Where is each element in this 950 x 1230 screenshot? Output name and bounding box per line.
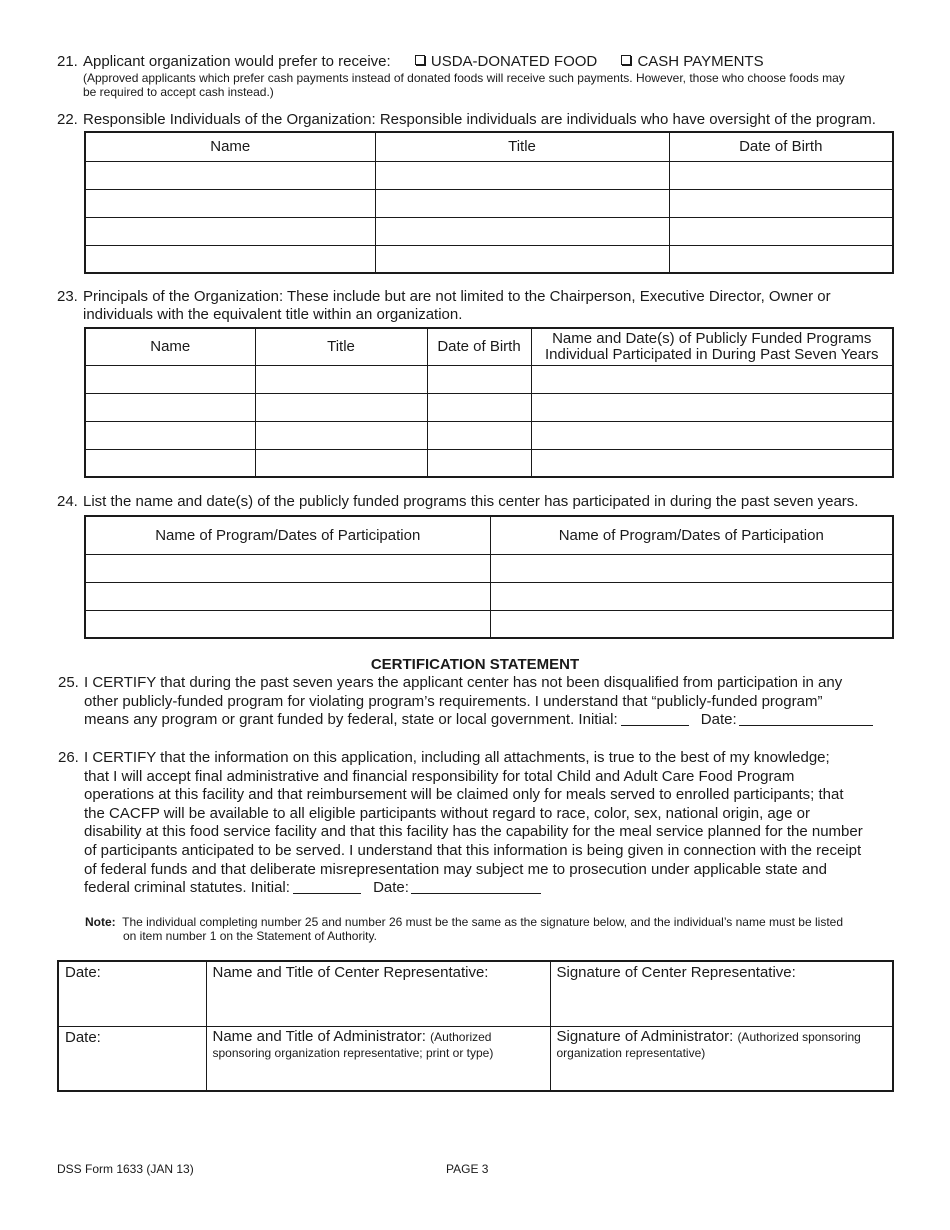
table-row	[85, 554, 893, 582]
title-cell[interactable]	[255, 393, 427, 421]
item-26-line8: federal criminal statutes. Initial:	[84, 879, 290, 897]
admin-name-sub1: (Authorized	[430, 1029, 492, 1044]
dob-cell[interactable]	[427, 365, 531, 393]
item-23-text-line2: individuals with the equivalent title within an organization.	[83, 306, 463, 323]
name-cell[interactable]	[85, 217, 375, 245]
programs-cell[interactable]	[531, 393, 893, 421]
date-label: Date:	[65, 964, 101, 981]
title-cell[interactable]	[375, 217, 669, 245]
col-header-dob: Date of Birth	[427, 328, 531, 365]
col-header-title: Title	[375, 132, 669, 161]
dob-cell[interactable]	[669, 161, 893, 189]
item-number: 24.	[57, 493, 78, 510]
cash-payments-label: CASH PAYMENTS	[637, 53, 764, 70]
name-cell[interactable]	[85, 189, 375, 217]
item-25-date-field[interactable]	[739, 712, 873, 726]
date-label: Date:	[65, 1028, 101, 1046]
table-row	[85, 449, 893, 477]
principals-table	[84, 327, 894, 478]
admin-signature-label: Signature of Administrator:	[556, 1027, 734, 1045]
responsible-individuals-table	[84, 131, 894, 274]
item-25-initial-field[interactable]	[621, 712, 689, 726]
programs-header-line2: Individual Participated in During Past Seven Years	[544, 345, 879, 363]
admin-sig-sub1: (Authorized sponsoring	[737, 1029, 861, 1044]
item-number: 23.	[57, 288, 78, 305]
col-header-name: Name	[85, 132, 375, 161]
admin-name-label: Name and Title of Administrator:	[212, 1027, 426, 1045]
name-cell[interactable]	[85, 245, 375, 273]
title-cell[interactable]	[255, 421, 427, 449]
program-cell[interactable]	[85, 582, 490, 610]
table-row	[85, 365, 893, 393]
dob-cell[interactable]	[669, 217, 893, 245]
table-row	[85, 245, 893, 273]
item-26-line4: the CACFP will be available to all eligible participants without regard to race, color, sex, national origin, age or	[84, 804, 810, 822]
title-cell[interactable]	[255, 449, 427, 477]
item-number: 21.	[57, 53, 78, 70]
administrator-row	[58, 1026, 893, 1091]
center-rep-signature-cell[interactable]	[550, 961, 893, 1026]
item-number: 22.	[57, 111, 78, 128]
admin-sig-sub2: organization representative)	[556, 1045, 706, 1060]
usda-food-checkbox[interactable]	[415, 55, 425, 65]
programs-cell[interactable]	[531, 421, 893, 449]
item-26-line5: disability at this food service facility and that this facility has the capability for the meal service planned for the number	[84, 823, 863, 841]
item-25-date-label: Date:	[700, 711, 737, 729]
item-26-date-field[interactable]	[411, 880, 541, 894]
program-cell[interactable]	[490, 610, 893, 638]
title-cell[interactable]	[375, 245, 669, 273]
table-row	[85, 161, 893, 189]
note	[85, 915, 885, 943]
program-cell[interactable]	[490, 554, 893, 582]
col-header-programs	[531, 328, 893, 365]
col-header-name: Name	[85, 328, 255, 365]
table-row	[85, 393, 893, 421]
programs-cell[interactable]	[531, 365, 893, 393]
item-26-line6: of participants anticipated to be served. I understand that this information is being given in connection with the receipt	[84, 841, 862, 859]
item-25-line3: means any program or grant funded by federal, state or local government. Initial:	[84, 711, 618, 729]
col-header-program-1: Name of Program/Dates of Participation	[85, 516, 490, 554]
programs-cell[interactable]	[531, 449, 893, 477]
center-representative-row	[58, 961, 893, 1026]
usda-food-label: USDA-DONATED FOOD	[430, 53, 598, 70]
note-line2: on item number 1 on the Statement of Authority.	[123, 929, 377, 943]
table-row	[85, 217, 893, 245]
name-cell[interactable]	[85, 393, 255, 421]
item-25-text	[84, 674, 896, 730]
dob-cell[interactable]	[427, 449, 531, 477]
name-cell[interactable]	[85, 365, 255, 393]
program-cell[interactable]	[85, 610, 490, 638]
item-24-text: List the name and date(s) of the publicly funded programs this center has participated in during the past seven years.	[83, 493, 859, 510]
item-21-note-line1: (Approved applicants which prefer cash payments instead of donated foods will receive such payments. However, those who choose foods may	[83, 71, 845, 85]
center-rep-signature-label: Signature of Center Representative:	[556, 964, 796, 981]
item-26-initial-field[interactable]	[293, 880, 361, 894]
admin-name-cell[interactable]	[206, 1026, 550, 1091]
admin-signature-cell[interactable]	[550, 1026, 893, 1091]
note-label: Note:	[85, 915, 116, 929]
table-row	[85, 189, 893, 217]
certification-title: CERTIFICATION STATEMENT	[370, 656, 580, 673]
col-header-dob: Date of Birth	[669, 132, 893, 161]
form-id: DSS Form 1633 (JAN 13)	[57, 1162, 194, 1176]
item-22-text: Responsible Individuals of the Organization: Responsible individuals are individuals who have oversight of the program.	[83, 111, 876, 128]
programs-header-line1: Name and Date(s) of Publicly Funded Programs	[552, 329, 872, 347]
item-26-date-label: Date:	[373, 879, 409, 897]
center-rep-date-cell[interactable]	[58, 961, 206, 1026]
col-header-title: Title	[255, 328, 427, 365]
title-cell[interactable]	[375, 189, 669, 217]
item-26-number: 26.	[58, 749, 79, 766]
item-26-line1: I CERTIFY that the information on this application, including all attachments, is true to the best of my knowledge;	[84, 749, 830, 766]
dob-cell[interactable]	[427, 393, 531, 421]
title-cell[interactable]	[375, 161, 669, 189]
admin-date-cell[interactable]	[58, 1026, 206, 1091]
item-26-text	[84, 749, 896, 898]
item-21-text: Applicant organization would prefer to receive:	[83, 53, 391, 70]
col-header-program-2: Name of Program/Dates of Participation	[490, 516, 893, 554]
admin-name-sub2: sponsoring organization representative; print or type)	[212, 1045, 494, 1060]
center-rep-name-label: Name and Title of Center Representative:	[212, 964, 489, 981]
item-25-line1: I CERTIFY that during the past seven years the applicant center has not been disqualified from participation in any	[84, 674, 843, 691]
item-26-line3: operations at this facility and that reimbursement will be claimed only for meals served to enrolled participants; that	[84, 786, 844, 804]
table-row	[85, 610, 893, 638]
dob-cell[interactable]	[669, 189, 893, 217]
program-cell[interactable]	[85, 554, 490, 582]
item-26-line2: that I will accept final administrative and financial responsibility for total Child and Adult Care Food Program	[84, 767, 795, 785]
name-cell[interactable]	[85, 161, 375, 189]
cash-payments-checkbox[interactable]	[621, 55, 631, 65]
item-25-line2: other publicly-funded program for violating program’s requirements. I understand that “publicly-funded program”	[84, 692, 823, 710]
item-25-number: 25.	[58, 674, 79, 691]
center-rep-name-cell[interactable]	[206, 961, 550, 1026]
name-cell[interactable]	[85, 449, 255, 477]
page-number: PAGE 3	[446, 1162, 489, 1176]
name-cell[interactable]	[85, 421, 255, 449]
note-line1: The individual completing number 25 and number 26 must be the same as the signature below, and the individual’s name must be listed	[122, 915, 843, 929]
title-cell[interactable]	[255, 365, 427, 393]
table-row	[85, 421, 893, 449]
item-23-text-line1: Principals of the Organization: These include but are not limited to the Chairperson, Executive Director, Owner or	[83, 288, 831, 305]
dob-cell[interactable]	[427, 421, 531, 449]
signature-table	[57, 960, 894, 1092]
item-26-line7: of federal funds and that deliberate misrepresentation may subject me to prosecution under applicable state and	[84, 860, 827, 878]
publicly-funded-programs-table	[84, 515, 894, 639]
item-21-note-line2: be required to accept cash instead.)	[83, 85, 274, 99]
table-row	[85, 582, 893, 610]
program-cell[interactable]	[490, 582, 893, 610]
dob-cell[interactable]	[669, 245, 893, 273]
